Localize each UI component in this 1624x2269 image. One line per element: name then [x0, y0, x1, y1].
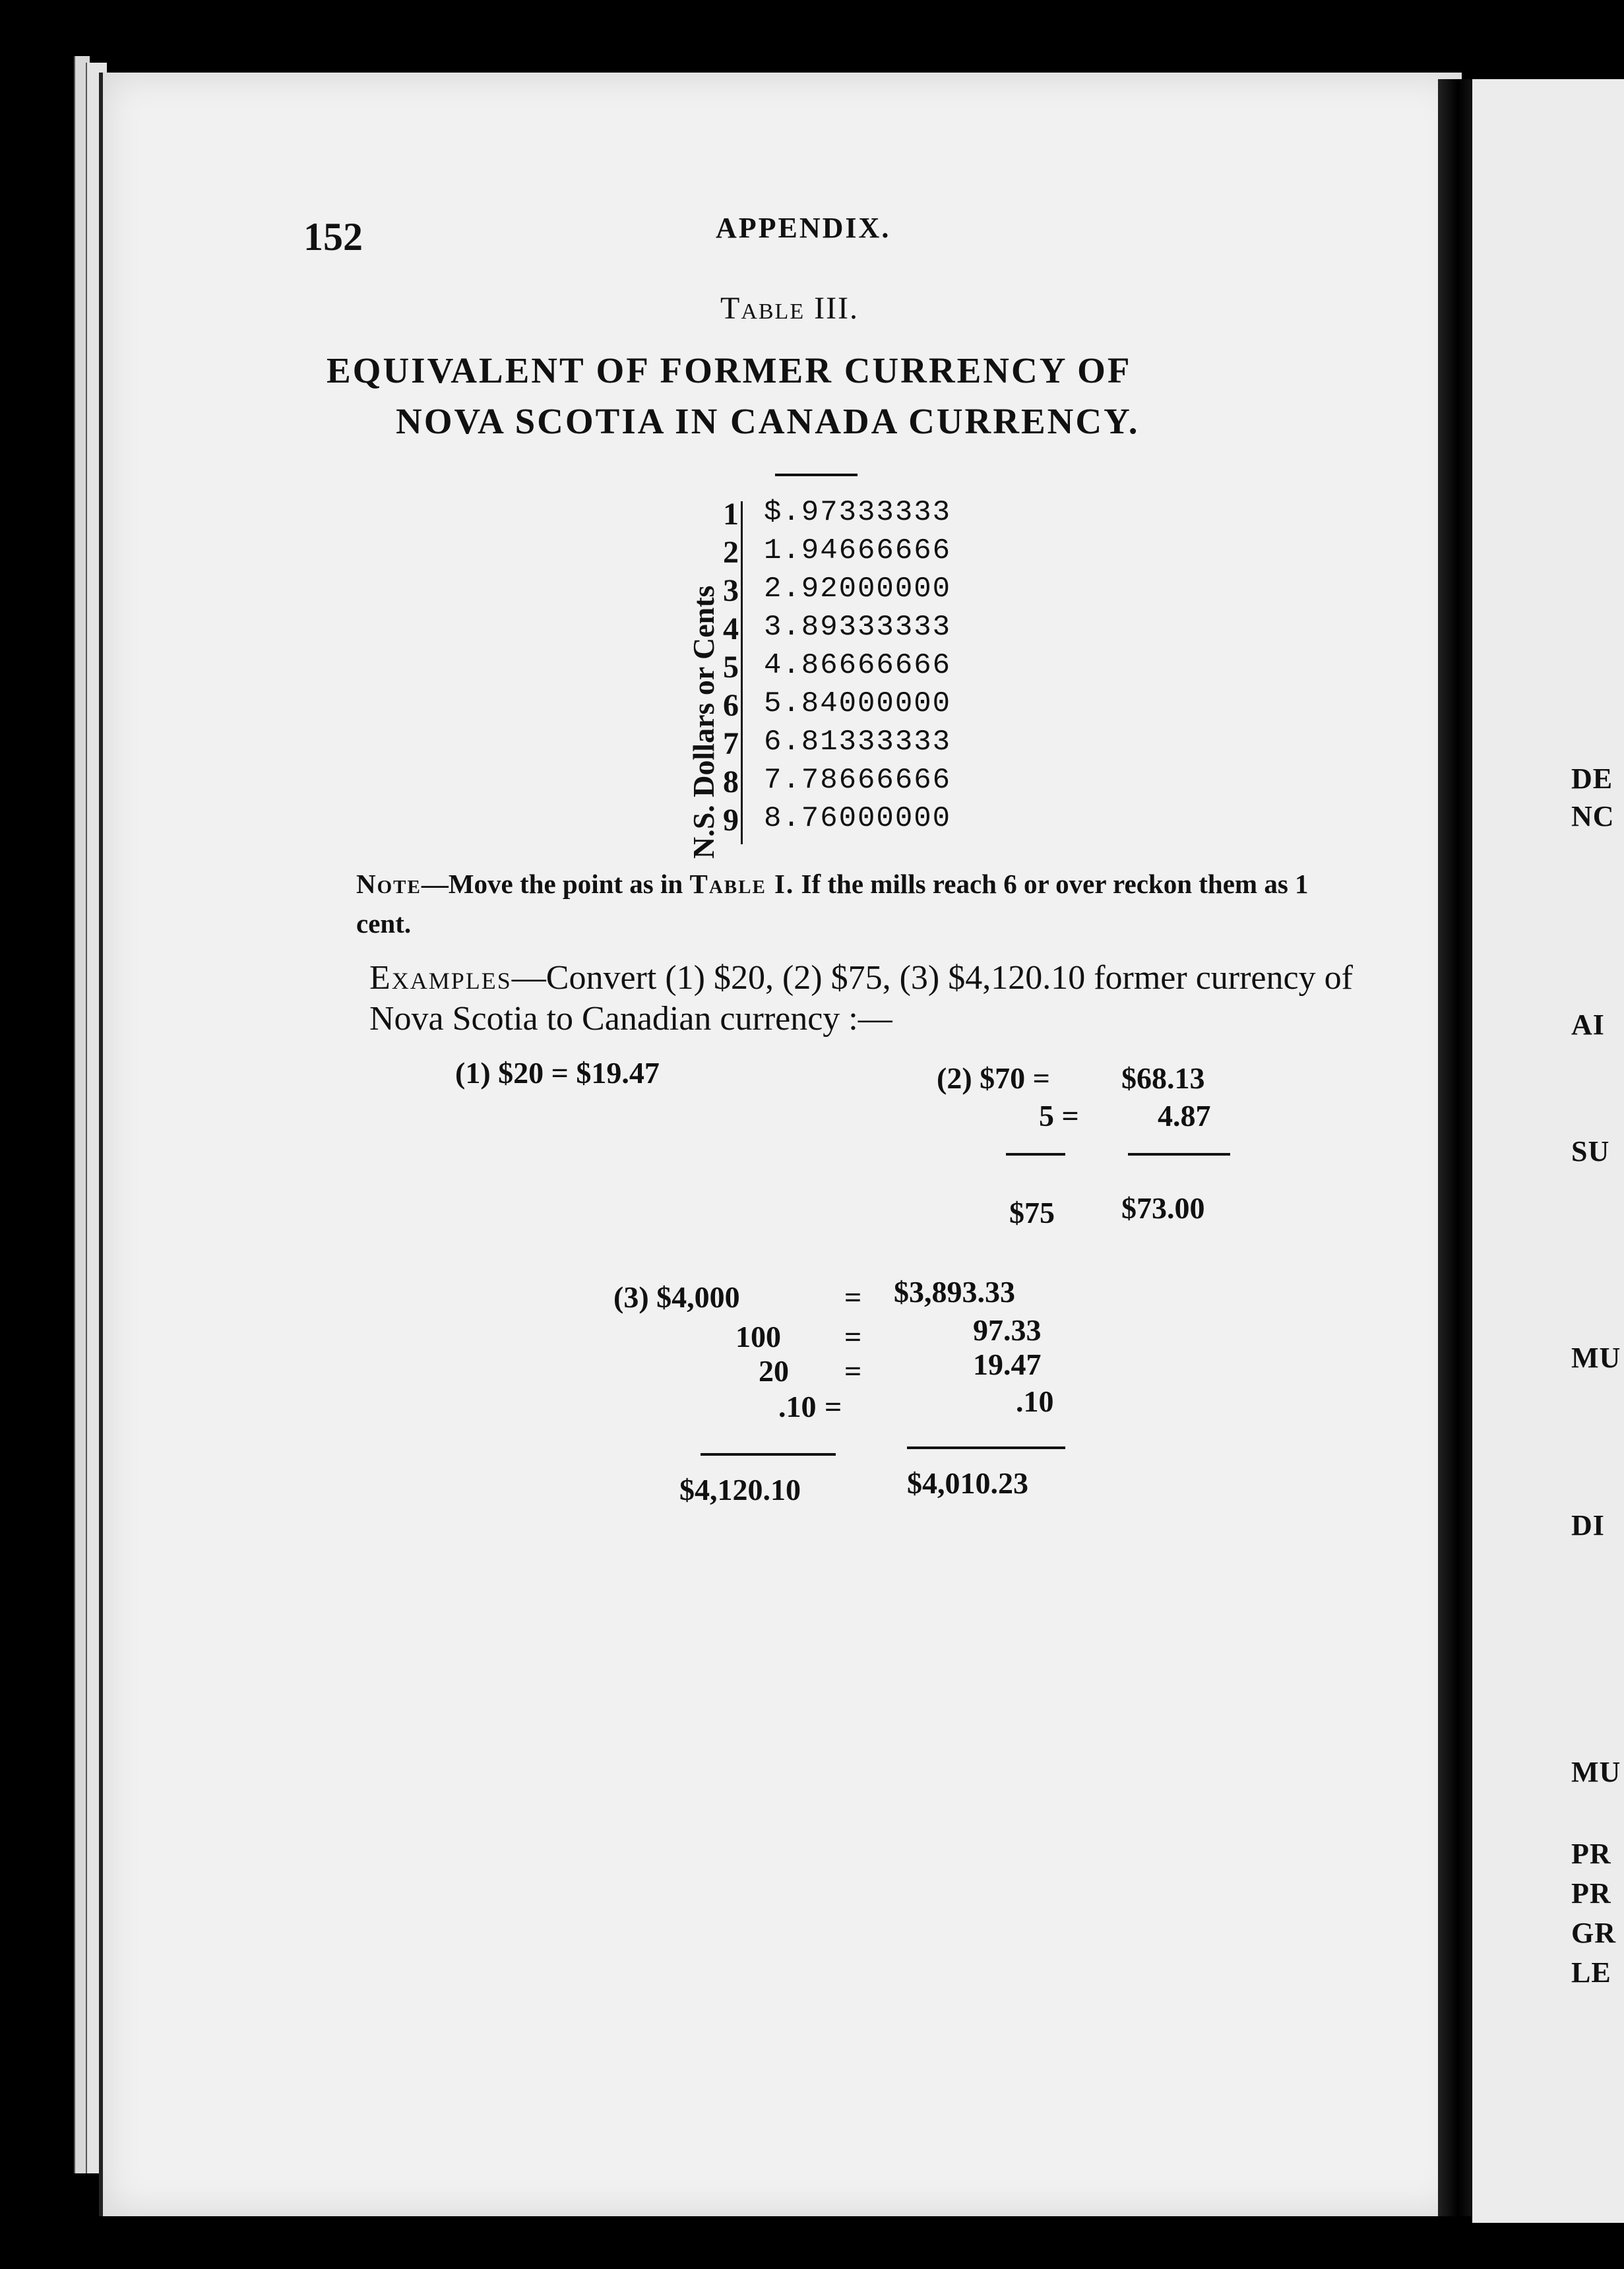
examples-label: Examples: [369, 959, 512, 997]
facing-page-fragment: GR: [1571, 1917, 1616, 1949]
note-text2: If the mills reach 6 or over reckon them as 1 cent.: [356, 869, 1309, 939]
note-label: Note: [356, 869, 422, 899]
example-3-row-left: 20: [759, 1354, 789, 1388]
facing-page-fragment: NC: [1571, 800, 1615, 832]
facing-page-fragment: LE: [1571, 1956, 1611, 1989]
table-index: 1: [723, 497, 739, 532]
book-page: [99, 73, 1462, 2216]
column-label: N.S. Dollars or Cents: [687, 585, 720, 859]
book-spine: [1438, 79, 1471, 2216]
example-3-row-left: 100: [735, 1320, 781, 1353]
table-value: 1.94666666: [764, 534, 952, 567]
facing-page-fragment: MU: [1571, 1756, 1621, 1788]
heading-rule: [775, 474, 858, 476]
page-number: 152: [303, 215, 363, 259]
example-2-total-right: $73.00: [1121, 1191, 1205, 1225]
facing-page-fragment: SU: [1571, 1135, 1610, 1167]
example-2-line1-left: (2) $70 =: [937, 1061, 1050, 1095]
table-value: 8.76000000: [764, 802, 952, 835]
example-3-sum-rule: [907, 1446, 1065, 1449]
facing-page-fragment: AI: [1571, 1009, 1605, 1041]
example-2-sum-rule: [1128, 1153, 1230, 1156]
example-3-row-eq: =: [844, 1280, 862, 1314]
column-divider: [741, 501, 743, 844]
note-ref: Table I.: [689, 869, 795, 899]
table-value: 7.78666666: [764, 764, 952, 797]
table-heading-line2: NOVA SCOTIA IN CANADA CURRENCY.: [396, 401, 1140, 441]
example-2-line2-right: 4.87: [1158, 1099, 1211, 1133]
example-3-row-right: 19.47: [973, 1348, 1042, 1381]
note-text: —Move the point as in: [421, 869, 690, 899]
table-title: Table III.: [720, 291, 859, 326]
example-3-row-right: $3,893.33: [894, 1275, 1015, 1309]
example-2-line2-left: 5 =: [1039, 1099, 1079, 1133]
example-2-total-left: $75: [1009, 1196, 1055, 1229]
table-index: 9: [723, 803, 739, 838]
table-index: 5: [723, 650, 739, 685]
examples-paragraph: [369, 958, 1359, 1040]
example-3-row-right: .10: [1016, 1384, 1054, 1418]
table-value: 6.81333333: [764, 726, 952, 759]
examples-text: —Convert (1) $20, (2) $75, (3) $4,120.10 former currency of Nova Scotia to Canadian currency :—: [369, 959, 1353, 1038]
facing-page-fragment: PR: [1571, 1877, 1611, 1910]
example-2-line1-right: $68.13: [1121, 1061, 1205, 1095]
table-index: 7: [723, 726, 739, 761]
table-index: 4: [723, 611, 739, 646]
table-value: 2.92000000: [764, 573, 952, 606]
example-3-row-left: (3) $4,000: [613, 1280, 740, 1314]
facing-page-fragment: DI: [1571, 1509, 1605, 1541]
table-value: 5.84000000: [764, 687, 952, 720]
example-3-row-left: .10: [778, 1390, 817, 1423]
facing-page-fragment: DE: [1571, 762, 1613, 795]
table-index: 3: [723, 573, 739, 608]
note-paragraph: [356, 864, 1346, 943]
example-1: (1) $20 = $19.47: [455, 1056, 660, 1090]
running-head: APPENDIX.: [716, 212, 891, 244]
example-3-row-eq: =: [844, 1354, 862, 1388]
table-index: 2: [723, 535, 739, 570]
example-3-total-right: $4,010.23: [907, 1466, 1028, 1500]
table-index: 6: [723, 688, 739, 723]
table-index: 8: [723, 764, 739, 799]
example-2-sum-rule: [1006, 1153, 1065, 1156]
example-3-row-eq: =: [825, 1390, 842, 1423]
facing-page-fragment: MU: [1571, 1342, 1621, 1374]
table-value: 4.86666666: [764, 649, 952, 682]
example-3-sum-rule: [701, 1453, 836, 1456]
table-value: 3.89333333: [764, 611, 952, 644]
example-3-total-left: $4,120.10: [679, 1473, 801, 1507]
facing-page-fragment: PR: [1571, 1838, 1611, 1870]
example-3-row-right: 97.33: [973, 1313, 1042, 1347]
example-3-row-eq: =: [844, 1320, 862, 1353]
table-heading-line1: EQUIVALENT OF FORMER CURRENCY OF: [327, 350, 1132, 390]
table-value: $.97333333: [764, 496, 952, 529]
